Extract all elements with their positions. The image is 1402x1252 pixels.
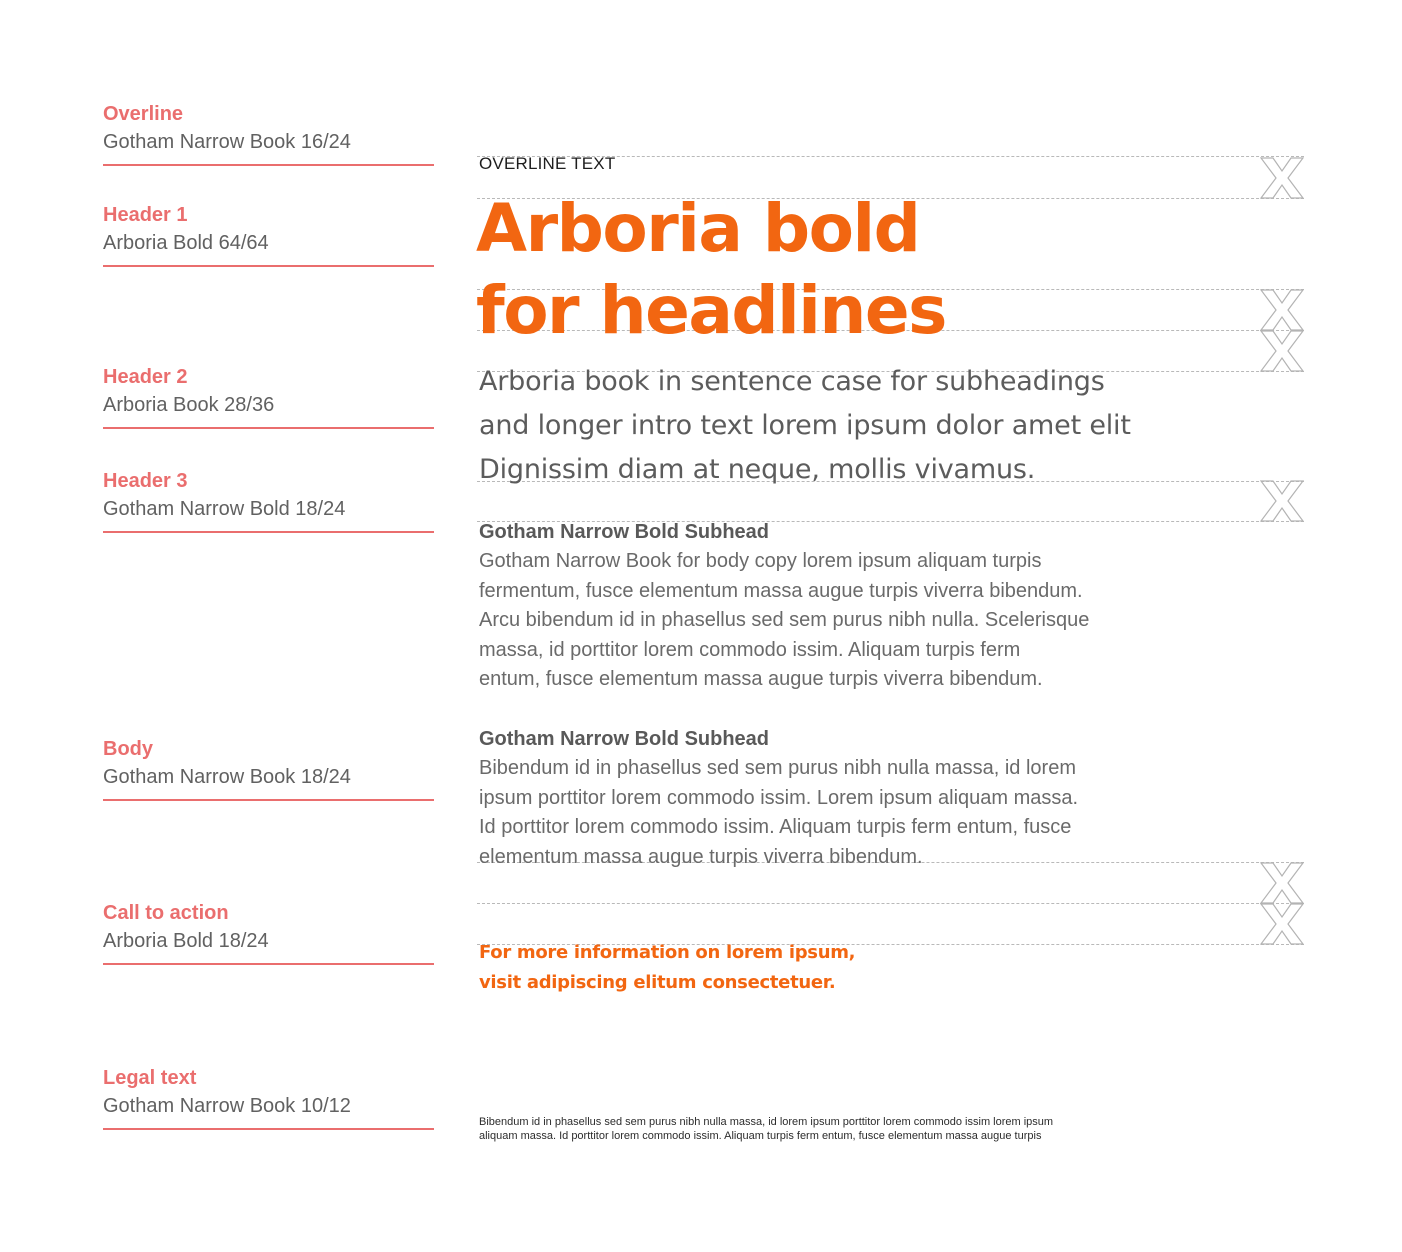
spec-name: Header 1 (103, 204, 188, 226)
body-copy (479, 754, 1159, 872)
spec-divider (103, 427, 434, 429)
spec-divider (103, 963, 434, 965)
spec-name: Header 2 (103, 366, 188, 388)
legal-line: Bibendum id in phasellus sed sem purus nibh nulla massa, id lorem ipsum porttitor lorem commodo issim lorem ipsum (479, 1116, 1054, 1128)
spec-font: Gotham Narrow Bold 18/24 (103, 498, 346, 520)
body-line: Arcu bibendum id in phasellus sed sem purus nibh nulla. Scelerisque (479, 609, 1090, 631)
spec-divider (103, 1128, 434, 1130)
spec-name: Body (103, 738, 153, 760)
body-line: Id porttitor lorem commodo issim. Aliquam turpis ferm entum, fusce (479, 816, 1072, 838)
header-2-sample (479, 360, 1299, 492)
spec-divider (103, 265, 434, 267)
spec-divider (103, 799, 434, 801)
overline-text: OVERLINE TEXT (479, 154, 616, 173)
spec-name: Header 3 (103, 470, 188, 492)
body-block (479, 517, 1159, 695)
spec-font: Gotham Narrow Book 10/12 (103, 1095, 351, 1117)
spec-overline (103, 100, 434, 156)
spec-name: Legal text (103, 1067, 197, 1089)
body-line: Gotham Narrow Book for body copy lorem ipsum aliquam turpis (479, 550, 1042, 572)
spec-divider (103, 531, 434, 533)
spec-divider (103, 164, 434, 166)
spec-call-to-action (103, 899, 434, 955)
spec-font: Arboria Book 28/36 (103, 394, 275, 416)
body-line: elementum massa augue turpis viverra bibendum. (479, 845, 923, 868)
header-1-sample (476, 188, 946, 352)
header-3-subhead: Gotham Narrow Bold Subhead (479, 521, 770, 543)
spec-body (103, 735, 434, 791)
body-block (479, 724, 1159, 872)
spec-font: Arboria Bold 18/24 (103, 930, 269, 952)
spec-header-1 (103, 201, 434, 257)
cta-line: visit adipiscing elitum consectetuer. (479, 972, 836, 993)
spacing-x-icon (1260, 157, 1304, 199)
call-to-action-link[interactable] (479, 938, 855, 998)
header-2-line: Dignissim diam at neque, mollis vivamus. (479, 454, 1036, 485)
spec-header-2 (103, 363, 434, 419)
header-1-line: Arboria bold (476, 190, 920, 267)
body-line: massa, id porttitor lorem commodo issim. Aliquam turpis ferm (479, 638, 1021, 661)
spec-name: Overline (103, 103, 184, 125)
header-1-line: for headlines (476, 272, 946, 349)
body-copy (479, 547, 1159, 695)
spec-font: Gotham Narrow Book 16/24 (103, 131, 351, 153)
header-2-line: and longer intro text lorem ipsum dolor amet elit (479, 410, 1131, 441)
legal-text (479, 1115, 1119, 1143)
spacing-x-icon (1260, 289, 1304, 331)
spec-header-3 (103, 467, 434, 523)
legal-line: aliquam massa. Id porttitor lorem commodo issim. Aliquam turpis ferm entum, fusce elementum massa augue turpis (479, 1130, 1042, 1142)
body-line: entum, fusce elementum massa augue turpis viverra bibendum. (479, 668, 1043, 690)
header-3-subhead: Gotham Narrow Bold Subhead (479, 728, 770, 750)
spacing-x-icon (1260, 862, 1304, 904)
spec-legal-text (103, 1064, 434, 1120)
body-line: fermentum, fusce elementum massa augue turpis viverra bibendum. (479, 579, 1083, 602)
spec-font: Arboria Bold 64/64 (103, 232, 269, 254)
body-line: Bibendum id in phasellus sed sem purus nibh nulla massa, id lorem (479, 757, 1076, 779)
guide-line (477, 903, 1304, 904)
spacing-x-icon (1260, 903, 1304, 945)
body-line: ipsum porttitor lorem commodo issim. Lorem ipsum aliquam massa. (479, 786, 1079, 809)
cta-line: For more information on lorem ipsum, (479, 942, 856, 963)
spec-name: Call to action (103, 902, 229, 924)
spec-font: Gotham Narrow Book 18/24 (103, 766, 351, 788)
header-2-line: Arboria book in sentence case for subheadings (479, 366, 1105, 397)
